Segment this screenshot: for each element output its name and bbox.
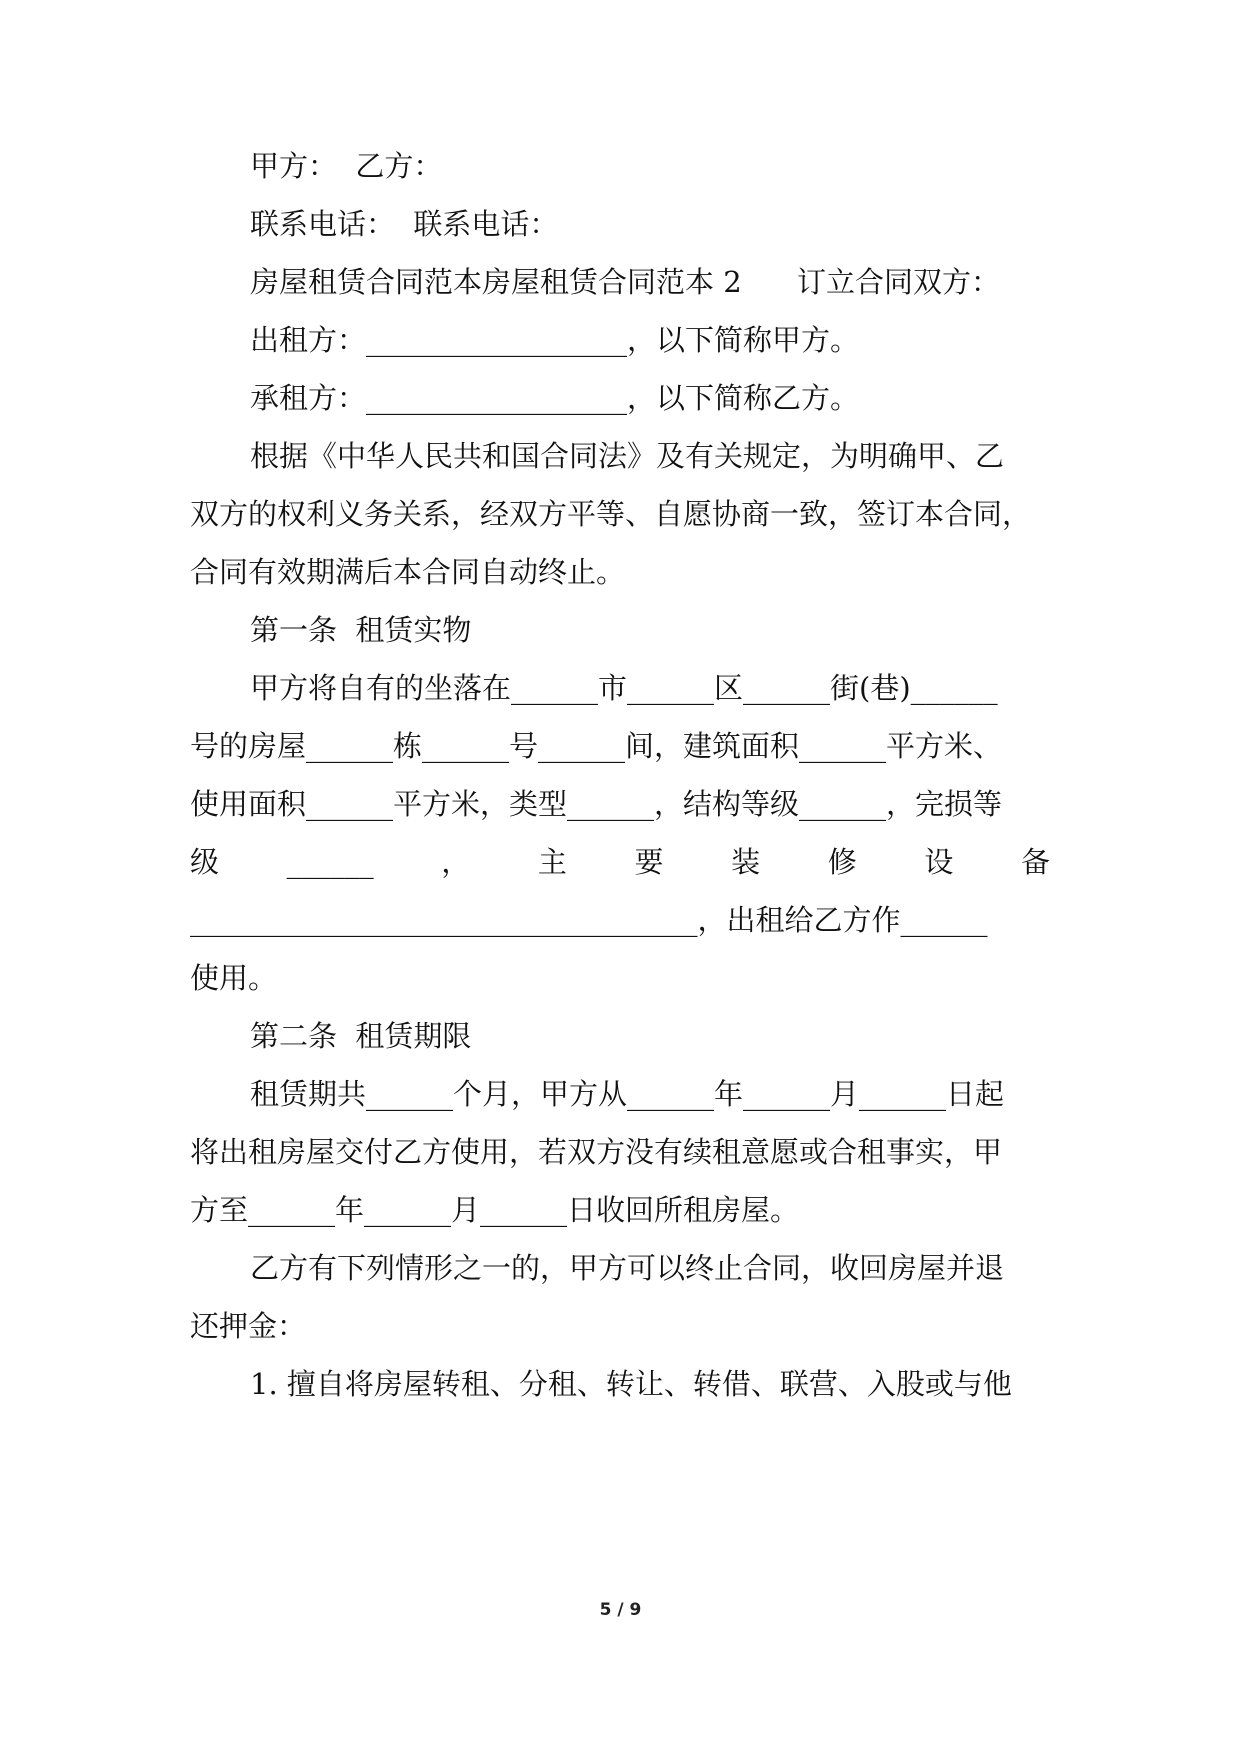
paragraph-line: 合同有效期满后本合同自动终止。: [190, 555, 626, 589]
paragraph-line: 甲方将自有的坐落在______市______区______街(巷)______: [250, 671, 998, 705]
spread-char: ，: [441, 845, 471, 879]
page-number: 5 / 9: [599, 1600, 642, 1620]
paragraph-line: 乙方有下列情形之一的，甲方可以终止合同，收回房屋并退: [250, 1251, 1005, 1285]
paragraph-line: 号的房屋______栋______号______间，建筑面积______平方米、: [190, 729, 1003, 763]
paragraph-line: 使用面积______平方米，类型______，结构等级______，完损等: [190, 787, 1003, 821]
spread-char: 设: [924, 845, 954, 879]
paragraph-line: 方至______年______月______日收回所租房屋。: [190, 1193, 800, 1227]
paragraph-line: 双方的权利义务关系，经双方平等、自愿协商一致，签订本合同，: [190, 497, 1032, 531]
spread-char: 要: [634, 845, 664, 879]
party-line: 甲方： 乙方：: [250, 149, 443, 183]
contract-title-line: 房屋租赁合同范本房屋租赁合同范本 2 订立合同双方：: [250, 265, 1000, 299]
spread-char: 备: [1020, 845, 1050, 879]
lessee-line: 承租方：__________________，以下简称乙方。: [250, 381, 860, 415]
paragraph-line: 还押金：: [190, 1309, 307, 1343]
phone-line: 联系电话： 联系电话：: [250, 207, 559, 241]
spread-char: 修: [827, 845, 857, 879]
paragraph-line: 使用。: [190, 961, 278, 995]
list-item: 1. 擅自将房屋转租、分租、转让、转借、联营、入股或与他: [250, 1367, 1012, 1401]
article-heading: 第一条 租赁实物: [250, 613, 472, 647]
spread-blank: ______: [286, 845, 374, 879]
lessor-line: 出租方：__________________，以下简称甲方。: [250, 323, 860, 357]
paragraph-line: 将出租房屋交付乙方使用，若双方没有续租意愿或合租事实，甲: [190, 1135, 1003, 1169]
spread-char: 主: [537, 845, 567, 879]
article-heading: 第二条 租赁期限: [250, 1019, 472, 1053]
spread-char: 级: [190, 845, 220, 879]
paragraph-line: 根据《中华人民共和国合同法》及有关规定，为明确甲、乙: [250, 439, 1005, 473]
spread-char: 装: [731, 845, 761, 879]
paragraph-line: 租赁期共______个月，甲方从______年______月______日起: [250, 1077, 1005, 1111]
spread-paragraph-line: [190, 842, 1050, 882]
paragraph-line: ___________________________________，出租给乙方作______: [190, 903, 988, 937]
